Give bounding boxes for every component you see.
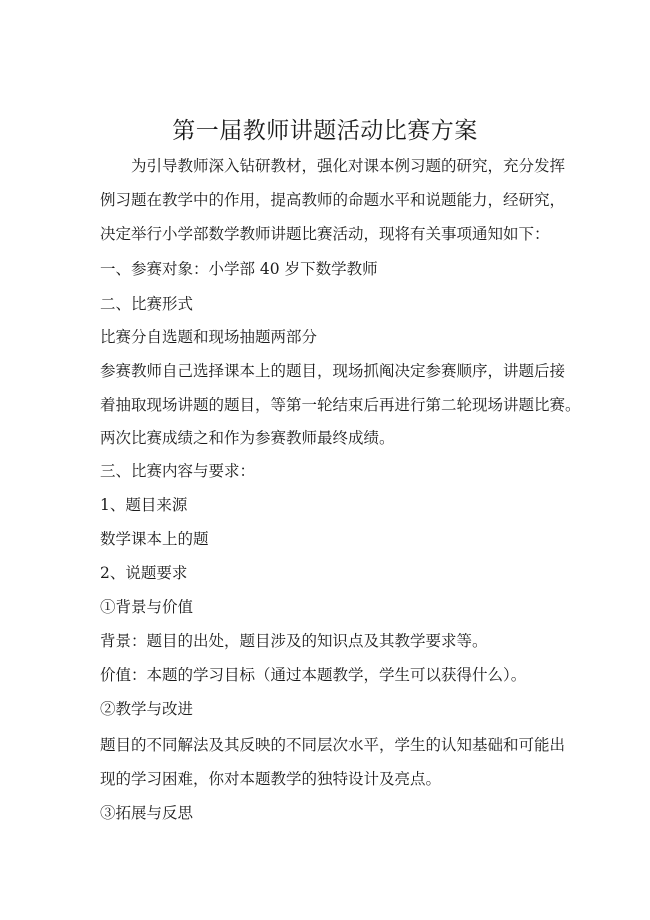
- sub-1-heading: ①背景与价值: [100, 598, 194, 616]
- item-1-text: 数学课本上的题: [100, 530, 209, 548]
- sub-1-background: 背景：题目的出处，题目涉及的知识点及其教学要求等。: [100, 632, 488, 650]
- section-2-para-line-1: 参赛教师自己选择课本上的题目，现场抓阄决定参赛顺序，讲题后接: [100, 362, 566, 380]
- intro-line-2: 例习题在教学中的作用，提高教师的命题水平和说题能力，经研究，: [100, 191, 566, 209]
- section-2-heading: 二、比赛形式: [100, 295, 194, 313]
- section-2-line-1: 比赛分自选题和现场抽题两部分: [100, 328, 318, 346]
- intro-line-1: 为引导教师深入钻研教材，强化对课本例习题的研究，充分发挥: [131, 157, 566, 175]
- item-1-heading: 1、题目来源: [100, 496, 188, 514]
- sub-3-heading: ③拓展与反思: [100, 804, 194, 822]
- section-3-heading: 三、比赛内容与要求：: [100, 462, 256, 480]
- section-1-participants: 一、参赛对象：小学部 40 岁下数学教师: [100, 260, 378, 278]
- item-2-heading: 2、说题要求: [100, 564, 188, 582]
- section-2-para-line-2: 着抽取现场讲题的题目，等第一轮结束后再进行第二轮现场讲题比赛。: [100, 396, 581, 414]
- sub-1-value: 价值：本题的学习目标（通过本题教学，学生可以获得什么）。: [100, 666, 527, 684]
- sub-2-heading: ②教学与改进: [100, 700, 194, 718]
- intro-line-3: 决定举行小学部数学教师讲题比赛活动，现将有关事项通知如下：: [100, 225, 550, 243]
- sub-2-para-line-2: 现的学习困难，你对本题教学的独特设计及亮点。: [100, 770, 442, 788]
- section-2-para-line-3: 两次比赛成绩之和作为参赛教师最终成绩。: [100, 429, 395, 447]
- document-title: 第一届教师讲题活动比赛方案: [172, 118, 478, 144]
- sub-2-para-line-1: 题目的不同解法及其反映的不同层次水平，学生的认知基础和可能出: [100, 736, 566, 754]
